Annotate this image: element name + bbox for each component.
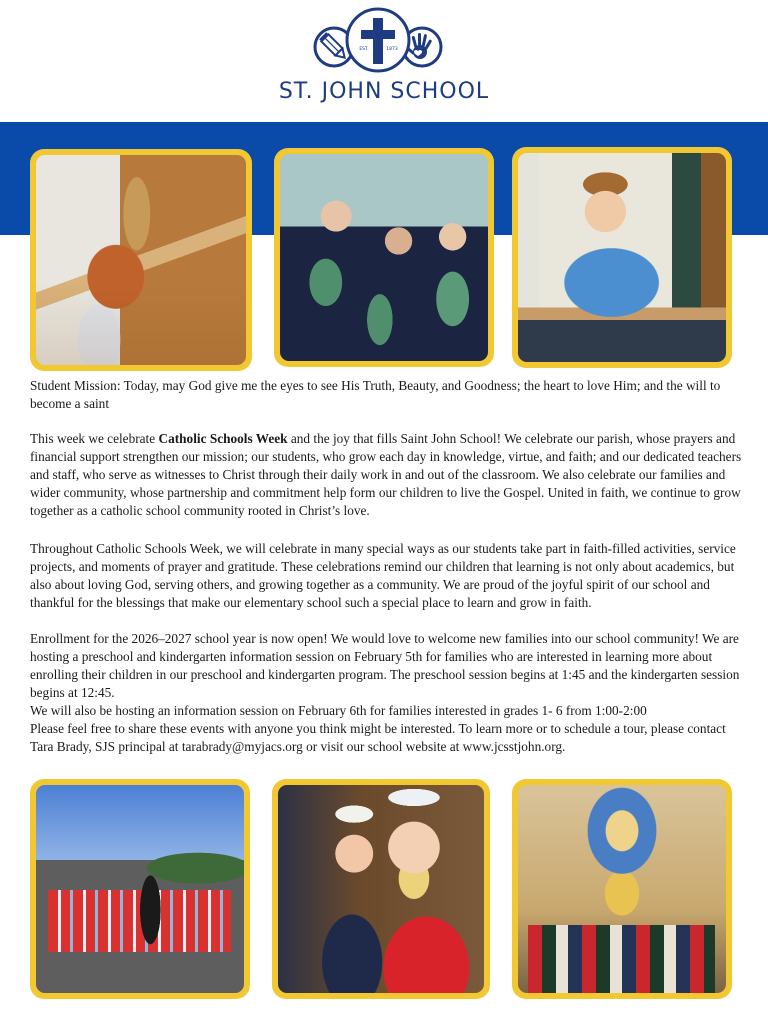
- school-name: ST. JOHN SCHOOL: [278, 79, 490, 104]
- catholic-schools-week-paragraph: [30, 430, 742, 520]
- photo-frame-name-crowns: [272, 779, 490, 999]
- p1-body: and the joy that fills Saint John School! We celebrate our parish, whose prayers and financial support strengthen our mission; our students, who grow each day in knowledge, virtue, and faith; and our dedicated teachers and staff, who serve as witnesses to Christ through their daily work in and out of the classroom. We also celebrate our families and wider community, whose partnership and commitment help form our children to live the Gospel. United in faith, we continue to grow together as a catholic school community rooted in Christ’s love.: [30, 431, 742, 518]
- photo-name-crowns: [278, 785, 484, 993]
- contact-end: .: [562, 739, 566, 754]
- photo-frame-church-group: [512, 779, 732, 999]
- est-year: 1873: [386, 47, 398, 52]
- enrollment-text: Enrollment for the 2026–2027 school year is now open! We would love to welcome new families into our school community! We are hosting a preschool and kindergarten information session on February 5th for families who are interested in learning more about enrolling their children in our preschool and kindergarten program. The preschool session begins at 1:45 and the kindergarten session begins at 12:45.: [30, 631, 740, 700]
- p2-text: Throughout Catholic Schools Week, we will celebrate in many special ways as our students take part in faith-filled activities, service projects, and moments of prayer and gratitude. These celebrations remind our children that learning is not only about academics, but also about loving God, serving others, and growing together as a community. We are proud of the joyful spirit of our school and thankful for the blessings that make our elementary school such a special place to learn and grow in faith.: [30, 541, 736, 610]
- contact-text: [30, 720, 742, 756]
- photo-tabernacle: [36, 155, 246, 365]
- photo-frame-outdoor-group: [30, 779, 250, 999]
- contact-intro: Please feel free to share these events with anyone you think might be interested. To learn more or to schedule a tour, please contact Tara Brady, SJS principal at: [30, 721, 726, 754]
- photo-church-group: [518, 785, 726, 993]
- grades-session-text: We will also be hosting an information session on February 6th for families interested in grades 1- 6 from 1:00-2:00: [30, 703, 647, 718]
- photo-outdoor-group: [36, 785, 244, 993]
- contact-mid: or visit our school website at: [302, 739, 463, 754]
- photo-boy-desk: [518, 153, 726, 362]
- school-website-link[interactable]: www.jcsstjohn.org: [462, 739, 563, 754]
- photo-frame-students-books: [274, 148, 494, 367]
- p1-intro: This week we celebrate: [30, 431, 159, 446]
- est-label: EST.: [359, 47, 369, 52]
- cross-icon: [347, 9, 409, 71]
- principal-email-link[interactable]: tarabrady@myjacs.org: [181, 739, 303, 754]
- photo-frame-tabernacle: [30, 149, 252, 371]
- catholic-schools-week-emphasis: Catholic Schools Week: [158, 431, 288, 446]
- mission-text: Student Mission: Today, may God give me the eyes to see His Truth, Beauty, and Goodness; the heart to love Him; and the will to become a saint: [30, 378, 721, 411]
- photo-frame-boy-desk: [512, 147, 732, 368]
- photo-students-books: [280, 154, 488, 361]
- enrollment-paragraph: [30, 630, 742, 756]
- student-mission: [30, 377, 742, 413]
- celebration-paragraph: [30, 540, 742, 612]
